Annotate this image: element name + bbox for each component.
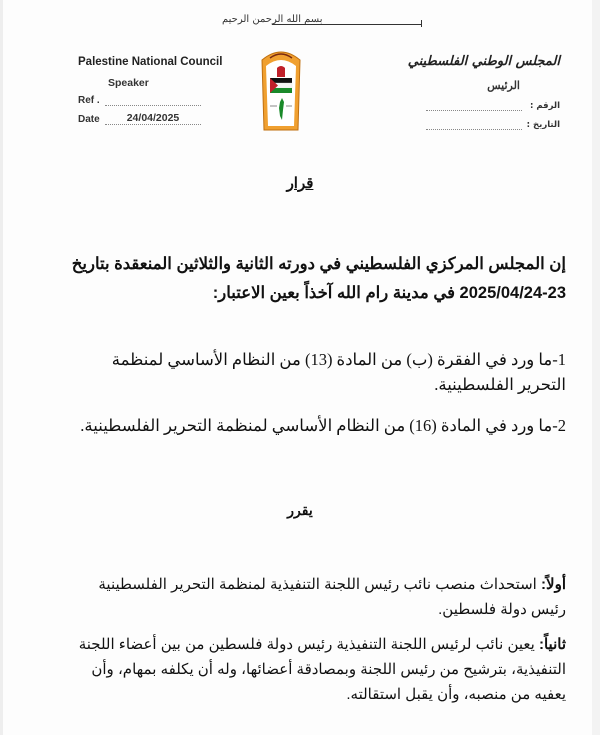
emblem-dome [277,66,285,77]
english-office: Speaker [108,77,149,89]
scan-edge-right [592,0,600,735]
date-label: Date [78,114,100,125]
resolutions-list [66,572,566,717]
date-value: 24/04/2025 [105,112,201,125]
arabic-ref-label: الرقم : [530,101,560,111]
considerations-list [66,347,566,454]
arabic-letterhead [370,54,560,130]
arabic-date-label: التاريخ : [526,120,560,130]
scan-edge-left [0,0,3,735]
resolution-item [66,572,566,622]
basmala-header [222,14,402,34]
resolution-label: أولاً: [541,576,566,593]
english-ref-row [78,95,228,106]
consideration-item: 1-ما ورد في الفقرة (ب) من المادة (13) من النظام الأساسي لمنظمة التحرير الفلسطينية. [111,350,566,394]
decision-title: قرار [286,175,314,192]
decides-heading: يقرر [287,502,313,518]
preamble-paragraph: إن المجلس المركزي الفلسطيني في دورته الثانية والثلاثين المنعقدة بتاريخ 23-2025/04/24 في مدينة رام الله آخذاً بعين الاعتبار: [71,255,566,302]
basmala-line [272,24,422,25]
arabic-date-field [426,129,522,130]
arabic-office: الرئيس [487,79,520,92]
arabic-organization: المجلس الوطني الفلسطيني [407,54,560,69]
plo-emblem-icon [258,46,304,134]
english-date-row [78,112,228,125]
arabic-ref-field [426,110,522,111]
resolution-item [66,632,566,707]
english-letterhead [78,56,228,125]
arabic-date-row [370,120,560,130]
ref-label: Ref . [78,95,100,106]
resolution-text: استحداث منصب نائب رئيس اللجنة التنفيذية لمنظمة التحرير الفلسطينية رئيس دولة فلسطين. [98,576,566,618]
resolution-label: ثانياً: [538,636,566,653]
consideration-item: 2-ما ورد في المادة (16) من النظام الأساسي لمنظمة التحرير الفلسطينية. [80,416,566,435]
arabic-ref-row [370,101,560,111]
basmala-line-end [421,20,422,27]
resolution-text: يعين نائب لرئيس اللجنة التنفيذية رئيس دولة فلسطين من بين أعضاء اللجنة التنفيذية، بترشيح من رئيس اللجنة وبمصادقة أعضائها، وله أن يكلفه بمهام، وأن يعفيه من منصبه، وأن يقبل استقالته. [78,636,566,703]
ref-value [105,105,201,106]
basmala-text: بسم الله الرحمن الرحيم [222,14,323,25]
english-organization: Palestine National Council [78,56,223,68]
